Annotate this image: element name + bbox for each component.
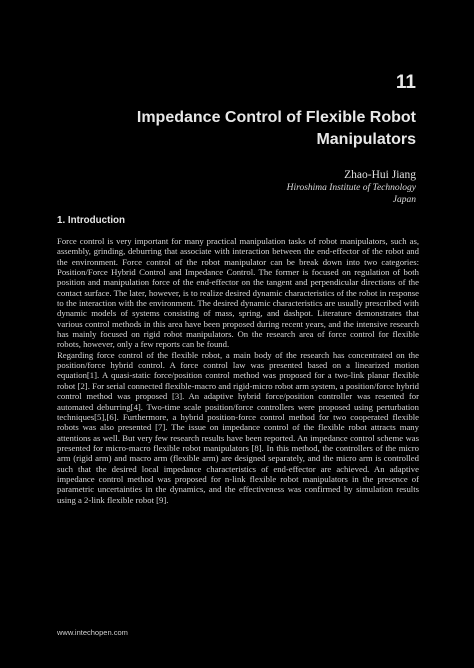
chapter-title: Impedance Control of Flexible Robot Manipulators (136, 109, 416, 148)
footer-url[interactable]: www.intechopen.com (57, 628, 128, 637)
author-country: Japan (392, 195, 416, 205)
author-block (156, 168, 416, 206)
paragraph-1: Force control is very important for many practical manipulation tasks of robot manipulators, such as, assembly, grinding, deburring that associate with interaction between the end-effector of the robot and the environment. Force control of the robot manipulator can be break down into two categories: Position/Force Hybrid Control and Impedance Control. The former is focused on regulation of both position and manipulation force of the end-effector on the tangent and perpendicular directions of the contact surface. The later, however, is to realize desired dynamic characteristics of the robot in response to the interaction with the environment. The desired dynamic characteristics are usually prescribed with dynamic models of systems consisting of mass, spring, and dashpot. Literature demonstrates that various control methods in this area have been proposed during recent years, and the intensive research has mainly focused on rigid robot manipulators. On the research area of force control for flexible robots, however, only a few reports can be found. (57, 236, 419, 350)
section-heading: 1. Introduction (57, 215, 126, 226)
chapter-number: 11 (395, 72, 416, 93)
paragraph-2: Regarding force control of the flexible robot, a main body of the research has concentrated on the position/force hybrid control. A force control law was presented based on a linearized motion equation[1]. A quasi-static force/position control method was proposed for a two-link planar flexible robot [2]. For serial connected flexible-macro and rigid-micro robot arm system, a position/force hybrid control method was proposed [3]. An adaptive hybrid force/position controller was resented for automated deburring[4]. Two-time scale position/force controllers were proposed using perturbation techniques[5],[6]. Furthermore, a hybrid position-force control method for two cooperated flexible robots was also presented [7]. The issue on impedance control of the flexible robot attracts many attentions as well. But very few research results have been reported. An impedance control scheme was presented for micro-macro flexible robot manipulators [8]. In this method, the controllers of the micro arm (rigid arm) and macro arm (flexible arm) are designed separately, and the micro arm is controlled such that the desired local impedance characteristics of end-effector are achieved. An adaptive impedance control method was proposed for n-link flexible robot manipulators in the presence of parametric uncertainties in the dynamics, and the effectiveness was confirmed by simulation results using a 2-link flexible robot [9]. (57, 349, 419, 505)
author-affiliation: Hiroshima Institute of Technology (286, 183, 416, 193)
body-text (57, 236, 419, 505)
author-name: Zhao-Hui Jiang (344, 169, 416, 181)
